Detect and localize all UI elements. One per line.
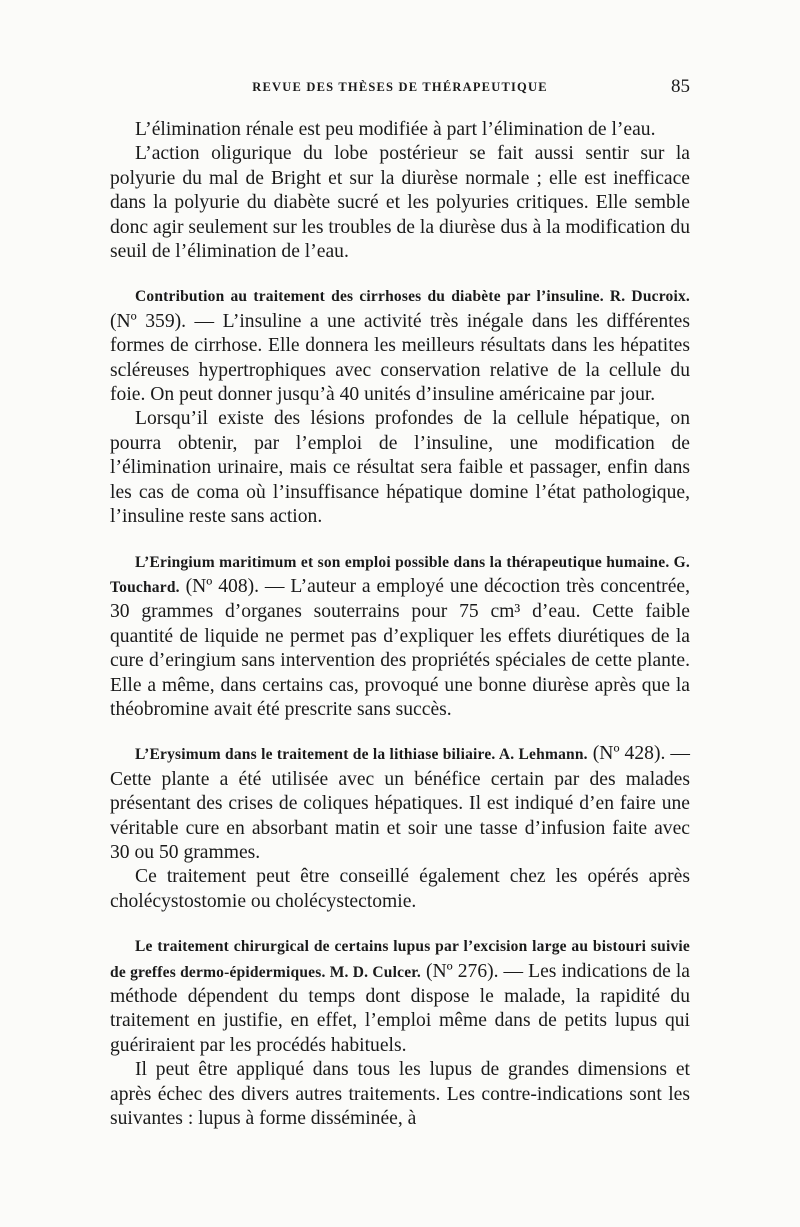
entry-title: Contribution au traitement des cirrhoses du diabète par l’insuline. R. Ducroix.: [135, 288, 690, 306]
entry-paragraph-2: Lorsqu’il existe des lésions profondes de la cellule hépatique, on pourra obtenir, par l’emploi de l’insuline, une modification de l’élimination urinaire, mais ce résultat sera faible et passager, enfin dans les cas de coma où l’insuffisance hépatique domine l’état pathologique, l’insuline reste sans action.: [110, 408, 690, 528]
entry-reference: (Nº 408). —: [179, 575, 291, 597]
entry-erysimum: [110, 742, 690, 914]
page-header: [110, 76, 690, 102]
entry-text: Les indications de la méthode dépendent du temps dont dispose le malade, la rapidité du traitement en justifie, en effet, l’emploi même dans de petits lupus qui guériraient par les procédés habituels.: [110, 960, 690, 1056]
page-body: [110, 118, 690, 1131]
intro-paragraph-1: L’élimination rénale est peu modifiée à part l’élimination de l’eau.: [135, 119, 656, 140]
entry-title: L’Eringium maritimum et son emploi possible dans la thérapeutique humaine. G. Touchard.: [110, 553, 690, 596]
entry-paragraph: [110, 742, 690, 865]
entry-lupus: [110, 934, 690, 1131]
entry-paragraph: [110, 284, 690, 407]
entry-paragraph: [110, 934, 690, 1058]
entry-paragraph-2: Il peut être appliqué dans tous les lupus de grandes dimensions et après échec des divers autres traitements. Les contre-indications sont les suivantes : lupus à forme disséminée, à: [110, 1059, 690, 1130]
entry-eringium: [110, 550, 690, 723]
running-title: REVUE DES THÈSES DE THÉRAPEUTIQUE: [252, 80, 548, 94]
entry-text: L’auteur a employé une décoction très concentrée, 30 grammes d’organes souterrains pour 75 cm³ d’eau. Cette faible quantité de liquide ne permet pas d’expliquer les effets diurétiques de la cure d’eringium sans intervention des propriétés spéciales de cette plante. Elle a même, dans certains cas, provoqué une bonne diurèse après que la théobromine avait été prescrite sans succès.: [110, 575, 690, 720]
entry-reference: (Nº 428). —: [587, 743, 690, 765]
entry-title: L’Erysimum dans le traitement de la lithiase biliaire. A. Lehmann.: [135, 746, 588, 764]
entry-reference: (Nº 276). —: [421, 960, 529, 982]
entry-paragraph: [110, 550, 690, 723]
entry-text: L’insuline a une activité très inégale dans les différentes formes de cirrhose. Elle donnera les meilleurs résultats dans les hépatites scléreuses hypertrophiques avec conservation relative de la cellule du foie. On peut donner jusqu’à 40 unités d’insuline américaine par jour.: [110, 310, 690, 406]
page-number: 85: [671, 76, 690, 97]
entry-reference: (Nº 359). —: [110, 310, 223, 332]
entry-title: Le traitement chirurgical de certains lupus par l’excision large au bistouri suivie de greffes dermo-épidermiques. M. D. Culcer.: [110, 938, 690, 981]
entry-paragraph-2: Ce traitement peut être conseillé également chez les opérés après cholécystostomie ou cholécystectomie.: [110, 866, 690, 912]
entry-insuline: [110, 284, 690, 529]
intro-paragraph-2: L’action oligurique du lobe postérieur se fait aussi sentir sur la polyurie du mal de Bright et sur la diurèse normale ; elle est inefficace dans la polyurie du diabète sucré et les polyuries critiques. Elle semble donc agir seulement sur les troubles de la diurèse dus à la modification du seuil de l’élimination de l’eau.: [110, 143, 690, 263]
entry-text: Cette plante a été utilisée avec un bénéfice certain par des malades présentant des crises de coliques hépatiques. Il est indiqué d’en faire une véritable cure en absorbant matin et soir une tasse d’infusion faite avec 30 ou 50 grammes.: [110, 768, 690, 863]
